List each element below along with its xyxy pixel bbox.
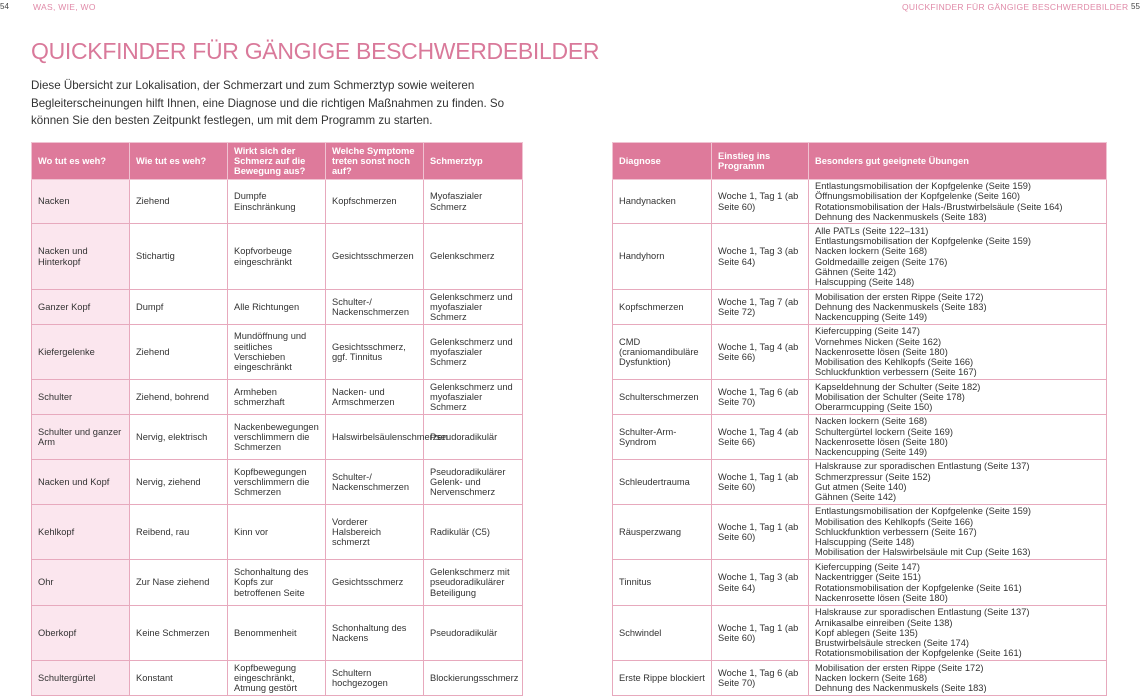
table-cell: Radikulär (C5): [424, 505, 523, 560]
header-symptome: Welche Symptome treten sonst noch auf?: [326, 143, 424, 180]
exercise-item: Kiefercupping (Seite 147): [815, 326, 920, 337]
page-number-left: 54: [0, 2, 9, 11]
table-row: [32, 460, 523, 505]
cell-einstieg: Woche 1, Tag 1 (ab Seite 60): [712, 460, 809, 505]
table-row: [32, 380, 523, 415]
table-cell: Nacken: [32, 180, 130, 224]
table-cell: Nacken und Kopf: [32, 460, 130, 505]
table-row: [613, 180, 1107, 224]
exercise-item: Nacken lockern (Seite 168): [815, 416, 928, 427]
header-einstieg: Einstieg ins Programm: [712, 143, 809, 180]
cell-einstieg: Woche 1, Tag 7 (ab Seite 72): [712, 290, 809, 325]
table-cell: Halswirbelsäulenschmerzen: [326, 415, 424, 460]
exercise-item: Nackenrosette lösen (Seite 180): [815, 346, 948, 357]
table-cell: Nervig, ziehend: [130, 460, 228, 505]
table-row: [32, 606, 523, 661]
exercise-item: Entlastungsmobilisation der Kopfgelenke (Seite 159): [815, 235, 1032, 246]
exercise-item: Mobilisation des Kehlkopfs (Seite 166): [815, 357, 974, 368]
header-bewegung: Wirkt sich der Schmerz auf die Bewegung aus?: [228, 143, 326, 180]
exercise-item: Gut atmen (Seite 140): [815, 482, 907, 492]
exercise-item: Mobilisation des Kehlkopfs (Seite 166): [815, 516, 974, 527]
table-cell: Alle Richtungen: [228, 290, 326, 325]
table-cell: Konstant: [130, 661, 228, 696]
table-cell: Kopfvorbeuge eingeschränkt: [228, 224, 326, 290]
cell-uebungen: [809, 224, 1107, 290]
table-cell: Gesichtsschmerzen: [326, 224, 424, 290]
exercise-item: Nacken lockern (Seite 168): [815, 672, 928, 683]
exercise-item: Nackencupping (Seite 149): [815, 312, 928, 323]
exercise-item: Schultergürtel lockern (Seite 169): [815, 426, 953, 437]
table-row: [613, 290, 1107, 325]
running-head-left: WAS, WIE, WO: [33, 2, 96, 12]
table-row: [613, 460, 1107, 505]
table-cell: Mundöffnung und seitliches Verschieben eingeschränkt: [228, 325, 326, 380]
cell-uebungen: [809, 380, 1107, 415]
table-cell: Schulter-/ Nackenschmerzen: [326, 460, 424, 505]
table-cell: Kopfbewegungen verschlimmern die Schmerzen: [228, 460, 326, 505]
cell-uebungen: [809, 661, 1107, 696]
cell-einstieg: Woche 1, Tag 3 (ab Seite 64): [712, 560, 809, 606]
header-wo: Wo tut es weh?: [32, 143, 130, 180]
table-cell: Keine Schmerzen: [130, 606, 228, 661]
cell-diagnose: Schleudertrauma: [613, 460, 712, 505]
table-cell: Armheben schmerzhaft: [228, 380, 326, 415]
table-cell: Kiefergelenke: [32, 325, 130, 380]
header-uebungen: Besonders gut geeignete Übungen: [809, 143, 1107, 180]
cell-uebungen: [809, 180, 1107, 224]
table-cell: Nacken und Hinterkopf: [32, 224, 130, 290]
cell-uebungen: [809, 505, 1107, 560]
cell-diagnose: Handyhorn: [613, 224, 712, 290]
exercise-item: Nackenrosette lösen (Seite 180): [815, 592, 948, 603]
table-cell: Oberkopf: [32, 606, 130, 661]
cell-uebungen: [809, 415, 1107, 460]
table-row: [613, 606, 1107, 661]
exercise-item: Gähnen (Seite 142): [815, 492, 897, 503]
cell-einstieg: Woche 1, Tag 1 (ab Seite 60): [712, 505, 809, 560]
table-header-row: [32, 143, 523, 180]
table-cell: Gelenkschmerz: [424, 224, 523, 290]
table-cell: Dumpf: [130, 290, 228, 325]
page-title: QUICKFINDER FÜR GÄNGIGE BESCHWERDEBILDER: [31, 38, 600, 64]
exercise-item: Öffnungsmobilisation der Kopfgelenke (Seite 160): [815, 191, 1021, 202]
table-cell: Reibend, rau: [130, 505, 228, 560]
cell-einstieg: Woche 1, Tag 4 (ab Seite 66): [712, 415, 809, 460]
exercise-item: Gähnen (Seite 142): [815, 266, 897, 277]
table-cell: Ziehend: [130, 325, 228, 380]
table-cell: Gelenkschmerz und myofaszialer Schmerz: [424, 380, 523, 415]
exercise-item: Goldmedaille zeigen (Seite 176): [815, 256, 948, 267]
table-cell: Kopfbewegung eingeschränkt, Atmung gestört: [228, 661, 326, 696]
table-row: [32, 661, 523, 696]
exercise-item: Mobilisation der Schulter (Seite 178): [815, 391, 965, 402]
table-row: [32, 290, 523, 325]
exercise-item: Oberarmcupping (Seite 150): [815, 402, 933, 413]
table-cell: Nervig, elektrisch: [130, 415, 228, 460]
exercise-item: Halskrause zur sporadischen Entlastung (Seite 137): [815, 607, 1030, 618]
table-cell: Kinn vor: [228, 505, 326, 560]
exercise-item: Rotationsmobilisation der Hals-/Brustwirbelsäule (Seite 164): [815, 201, 1063, 212]
exercise-item: Nackenrosette lösen (Seite 180): [815, 437, 948, 447]
exercise-item: Kopf ablegen (Seite 135): [815, 627, 918, 638]
running-head-right: QUICKFINDER FÜR GÄNGIGE BESCHWERDEBILDER: [902, 2, 1129, 12]
exercise-item: Rotationsmobilisation der Kopfgelenke (Seite 161): [815, 582, 1022, 593]
table-cell: Gelenkschmerz und myofaszialer Schmerz: [424, 290, 523, 325]
table-cell: Benommenheit: [228, 606, 326, 661]
exercise-item: Dehnung des Nackenmuskels (Seite 183): [815, 211, 987, 222]
exercise-item: Halscupping (Seite 148): [815, 537, 915, 548]
table-cell: Gesichtsschmerz, ggf. Tinnitus: [326, 325, 424, 380]
exercise-item: Nacken lockern (Seite 168): [815, 246, 928, 257]
exercise-item: Nackencupping (Seite 149): [815, 447, 928, 458]
table-cell: Schulter und ganzer Arm: [32, 415, 130, 460]
table-row: [613, 325, 1107, 380]
exercise-item: Entlastungsmobilisation der Kopfgelenke (Seite 159): [815, 180, 1032, 191]
table-row: [32, 180, 523, 224]
cell-diagnose: Kopfschmerzen: [613, 290, 712, 325]
table-cell: Schultern hochgezogen: [326, 661, 424, 696]
intro-text: Diese Übersicht zur Lokalisation, der Schmerzart und zum Schmerztyp sowie weiteren Begleiterscheinungen hilft Ihnen, eine Diagnose und die richtigen Maßnahmen zu finden. So können Sie den besten Zeitpunkt festlegen, um mit dem Programm zu starten.: [31, 79, 505, 127]
cell-einstieg: Woche 1, Tag 4 (ab Seite 66): [712, 325, 809, 380]
table-header-row: [613, 143, 1107, 180]
header-wie: Wie tut es weh?: [130, 143, 228, 180]
cell-diagnose: Räusperzwang: [613, 505, 712, 560]
exercise-item: Entlastungsmobilisation der Kopfgelenke (Seite 159): [815, 506, 1032, 517]
exercise-item: Brustwirbelsäule strecken (Seite 174): [815, 638, 969, 649]
table-row: [32, 325, 523, 380]
table-row: [613, 505, 1107, 560]
page-number-right: 55: [1131, 2, 1140, 11]
cell-einstieg: Woche 1, Tag 6 (ab Seite 70): [712, 380, 809, 415]
exercise-item: Nackentrigger (Seite 151): [815, 572, 921, 583]
table-cell: Gesichtsschmerz: [326, 560, 424, 606]
exercise-item: Mobilisation der ersten Rippe (Seite 172): [815, 291, 984, 302]
cell-uebungen: [809, 290, 1107, 325]
exercise-item: Schluckfunktion verbessern (Seite 167): [815, 526, 977, 537]
table-row: [613, 380, 1107, 415]
exercise-item: Dehnung des Nackenmuskels (Seite 183): [815, 683, 987, 694]
exercise-item: Schluckfunktion verbessern (Seite 167): [815, 367, 977, 378]
cell-uebungen: [809, 606, 1107, 661]
table-cell: Gelenkschmerz mit pseudoradikulärer Beteiligung: [424, 560, 523, 606]
header-diagnose: Diagnose: [613, 143, 712, 180]
exercise-item: Mobilisation der ersten Rippe (Seite 172): [815, 662, 984, 673]
cell-uebungen: [809, 460, 1107, 505]
table-cell: Schonhaltung des Kopfs zur betroffenen Seite: [228, 560, 326, 606]
diagnosis-table: [612, 142, 1107, 696]
exercise-item: Kiefercupping (Seite 147): [815, 561, 920, 572]
table-cell: Ziehend, bohrend: [130, 380, 228, 415]
cell-uebungen: [809, 325, 1107, 380]
cell-diagnose: Tinnitus: [613, 560, 712, 606]
table-cell: Gelenkschmerz und myofaszialer Schmerz: [424, 325, 523, 380]
exercise-item: Rotationsmobilisation der Kopfgelenke (Seite 161): [815, 648, 1022, 659]
exercise-item: Dehnung des Nackenmuskels (Seite 183): [815, 301, 987, 312]
cell-einstieg: Woche 1, Tag 1 (ab Seite 60): [712, 606, 809, 661]
cell-diagnose: CMD (craniomandibuläre Dysfunktion): [613, 325, 712, 380]
table-row: [613, 560, 1107, 606]
table-cell: Kehlkopf: [32, 505, 130, 560]
exercise-item: Arnikasalbe einreiben (Seite 138): [815, 617, 953, 628]
symptom-table: [31, 142, 523, 696]
table-row: [613, 661, 1107, 696]
table-row: [32, 224, 523, 290]
table-row: [32, 505, 523, 560]
table-cell: Schulter-/ Nackenschmerzen: [326, 290, 424, 325]
table-cell: Pseudoradikulär: [424, 415, 523, 460]
cell-diagnose: Erste Rippe blockiert: [613, 661, 712, 696]
exercise-item: Alle PATLs (Seite 122–131): [815, 225, 929, 236]
exercise-item: Halscupping (Seite 148): [815, 277, 915, 288]
cell-uebungen: [809, 560, 1107, 606]
table-cell: Nacken- und Armschmerzen: [326, 380, 424, 415]
table-cell: Pseudoradikulär: [424, 606, 523, 661]
cell-einstieg: Woche 1, Tag 3 (ab Seite 64): [712, 224, 809, 290]
table-cell: Kopfschmerzen: [326, 180, 424, 224]
exercise-item: Vornehmes Nicken (Seite 162): [815, 336, 942, 347]
table-row: [613, 415, 1107, 460]
table-cell: Blockierungsschmerz: [424, 661, 523, 696]
cell-einstieg: Woche 1, Tag 6 (ab Seite 70): [712, 661, 809, 696]
table-cell: Myofaszialer Schmerz: [424, 180, 523, 224]
table-cell: Ganzer Kopf: [32, 290, 130, 325]
table-cell: Ohr: [32, 560, 130, 606]
table-cell: Ziehend: [130, 180, 228, 224]
table-cell: Vorderer Halsbereich schmerzt: [326, 505, 424, 560]
cell-diagnose: Schulterschmerzen: [613, 380, 712, 415]
exercise-item: Kapseldehnung der Schulter (Seite 182): [815, 381, 981, 392]
table-cell: Stichartig: [130, 224, 228, 290]
table-cell: Schulter: [32, 380, 130, 415]
cell-diagnose: Schulter-Arm-Syndrom: [613, 415, 712, 460]
table-cell: Dumpfe Einschränkung: [228, 180, 326, 224]
table-cell: Schonhaltung des Nackens: [326, 606, 424, 661]
table-row: [613, 224, 1107, 290]
header-schmerztyp: Schmerztyp: [424, 143, 523, 180]
cell-einstieg: Woche 1, Tag 1 (ab Seite 60): [712, 180, 809, 224]
exercise-item: Halskrause zur sporadischen Entlastung (Seite 137): [815, 461, 1030, 472]
table-cell: Zur Nase ziehend: [130, 560, 228, 606]
table-row: [32, 415, 523, 460]
table-cell: Pseudoradikulärer Gelenk- und Nervenschmerz: [424, 460, 523, 505]
cell-diagnose: Handynacken: [613, 180, 712, 224]
cell-diagnose: Schwindel: [613, 606, 712, 661]
table-cell: Schultergürtel: [32, 661, 130, 696]
exercise-item: Schmerzpressur (Seite 152): [815, 471, 931, 482]
table-cell: Nackenbewegungen verschlimmern die Schmerzen: [228, 415, 326, 460]
exercise-item: Mobilisation der Halswirbelsäule mit Cup (Seite 163): [815, 547, 1031, 558]
table-row: [32, 560, 523, 606]
